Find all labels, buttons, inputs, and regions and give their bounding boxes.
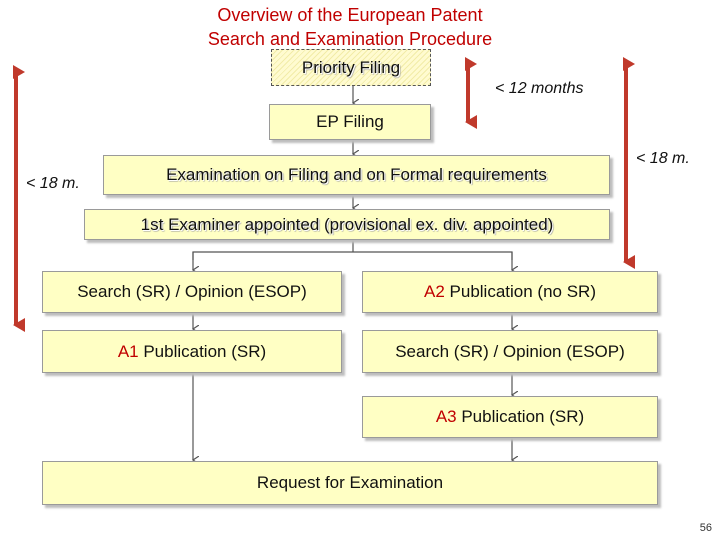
a3-rest: Publication (SR) (456, 407, 585, 426)
page-number: 56 (699, 522, 712, 534)
a2-rest: Publication (no SR) (444, 282, 596, 301)
right-18-months-label: < 18 m. (636, 150, 690, 167)
priority-filing-label: Priority Filing (301, 57, 401, 77)
a2-publication-label (424, 282, 596, 302)
a1-publication-box (42, 330, 342, 373)
a1-code: A1 (117, 341, 139, 361)
title-line-2: Search and Examination Procedure (207, 29, 493, 49)
a3-publication-box (362, 396, 658, 438)
examiner-appointed-box (84, 209, 610, 240)
search-opinion-left-label: Search (SR) / Opinion (ESOP) (77, 282, 307, 301)
a2-code: A2 (424, 282, 445, 301)
a3-publication-label (436, 407, 584, 427)
search-opinion-left-box (42, 271, 342, 313)
search-opinion-right-box (362, 330, 658, 373)
a2-publication-box (362, 271, 658, 313)
a3-code: A3 (435, 407, 457, 426)
examination-on-filing-box (103, 155, 610, 195)
examiner-appointed-label: 1st Examiner appointed (provisional ex. div. appointed) (140, 214, 554, 234)
request-for-examination-box (42, 461, 658, 505)
title-line-1: Overview of the European Patent (217, 5, 483, 25)
a1-rest: Publication (SR) (138, 341, 267, 361)
left-18-months-label: < 18 m. (26, 175, 80, 192)
connector-branch-bar (193, 252, 512, 260)
request-for-examination-label: Request for Examination (256, 473, 444, 492)
a1-publication-label (118, 342, 266, 362)
examination-on-filing-label: Examination on Filing and on Formal requirements (166, 165, 547, 184)
ep-filing-label: EP Filing (316, 112, 384, 131)
search-opinion-right-label: Search (SR) / Opinion (ESOP) (395, 341, 625, 361)
twelve-months-label: < 12 months (495, 80, 584, 97)
ep-filing-box (269, 104, 431, 140)
priority-filing-box (271, 49, 431, 86)
